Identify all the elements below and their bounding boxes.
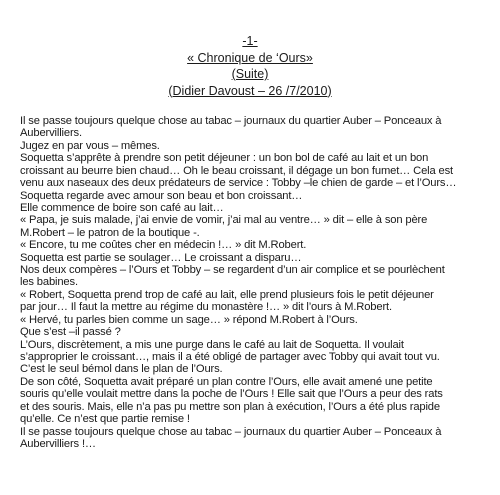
- text-line: et des souris. Mais, elle n’a pas pu mettre son plan à exécution, l’Ours a été plus rapide: [20, 400, 440, 413]
- text-line: Elle commence de boire son café au lait…: [20, 201, 224, 214]
- text-line: M.Robert – le patron de la boutique -.: [20, 226, 200, 239]
- text-line: Que s’est –il passé ?: [20, 326, 121, 339]
- text-line: s’approprier le croissant…, mais il a été obligé de partager avec Tobby qui avait tout vu.: [20, 351, 440, 364]
- text-line: souris qu’elle voulait mettre dans la poche de l’Ours ! Elle sait que l’Ours a peur des rats: [20, 388, 443, 401]
- text-line: Il se passe toujours quelque chose au tabac – journaux du quartier Auber – Ponceaux à: [20, 115, 442, 127]
- text-line: Il se passe toujours quelque chose au tabac – journaux du quartier Auber – Ponceaux à: [20, 425, 442, 438]
- page-number: -1-: [242, 34, 258, 48]
- text-line: Jugez en par vous – mêmes.: [20, 139, 160, 152]
- text-line: Soquetta s’apprête à prendre son petit déjeuner : un bon bol de café au lait et un bon: [20, 152, 429, 165]
- text-line: qu’elle. Ce n’est que partie remise !: [20, 413, 190, 426]
- text-line: Aubervilliers !…: [20, 437, 96, 450]
- text-line: « Encore, tu me coûtes cher en médecin !… » dit M.Robert.: [20, 239, 307, 252]
- text-line: « Papa, je suis malade, j’ai envie de vomir, j’ai mal au ventre… » dit – elle à son père: [20, 214, 428, 227]
- text-line: par jour… Il faut la mettre au régime du monastère !… » dit l’ours à M.Robert.: [20, 301, 392, 314]
- text-line: C’est le seul bémol dans le plan de l’Ours.: [20, 363, 223, 376]
- text-line: « Robert, Soquetta prend trop de café au lait, elle prend plusieurs fois le petit déjeuner: [20, 288, 434, 301]
- text-line: Nos deux compères – l’Ours et Tobby – se regardent d’un air complice et se pourlèchent: [20, 264, 445, 277]
- text-line: L’Ours, discrètement, a mis une purge dans le café au lait de Soquetta. Il voulait: [20, 338, 404, 351]
- text-line: Soquetta est partie se soulager… Le croissant a disparu…: [20, 251, 302, 264]
- document-header: [0, 33, 500, 99]
- document-byline: (Didier Davoust – 26 /7/2010): [168, 83, 332, 98]
- text-line: croissant au beurre bien chaud… Oh le beau croissant, il dégage un bon fumet… Cela est: [20, 164, 453, 177]
- text-line: De son côté, Soquetta avait préparé un plan contre l’Ours, elle avait amené une petite: [20, 375, 433, 388]
- document-subtitle: (Suite): [231, 67, 269, 81]
- text-line: Soquetta regarde avec amour son beau et bon croissant…: [20, 189, 303, 202]
- text-line: venu aux naseaux des deux prédateurs de service : Tobby –le chien de garde – et l’Ours…: [20, 177, 457, 190]
- text-line: les babines.: [20, 276, 78, 289]
- document-body: [20, 115, 496, 450]
- document-title: « Chronique de ‘Ours»: [187, 50, 313, 65]
- text-line: Aubervilliers.: [20, 127, 82, 140]
- text-line: « Hervé, tu parles bien comme un sage… » répond M.Robert à l’Ours.: [20, 313, 358, 326]
